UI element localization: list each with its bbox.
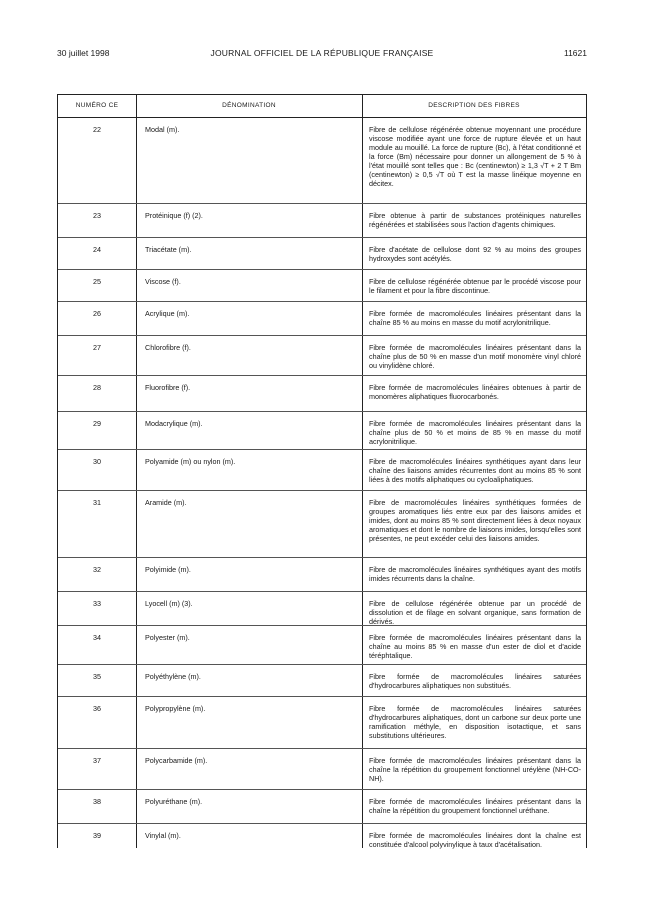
row-description: Fibre formée de macromolécules linéaires présentant dans la chaîne au moins 85 % en masse d'un ester de diol et d'acide téréphtalique. <box>369 633 581 660</box>
row-description: Fibre formée de macromolécules linéaires saturées d'hydrocarbures aliphatiques, dont un carbone sur deux porte une ramification méthyle, en disposition isotactique, et sans substitutions ultérieures. <box>369 704 581 740</box>
table-row <box>58 789 586 824</box>
row-number: 25 <box>93 277 101 286</box>
row-name: Fluorofibre (f). <box>145 383 191 392</box>
row-name: Polyuréthane (m). <box>145 797 203 806</box>
table-row <box>58 237 586 270</box>
table-row <box>58 823 586 849</box>
row-number: 28 <box>93 383 101 392</box>
row-name: Polyimide (m). <box>145 565 191 574</box>
row-description: Fibre d'acétate de cellulose dont 92 % au moins des groupes hydroxydes sont acétylés. <box>369 245 581 263</box>
table-row <box>58 748 586 790</box>
row-number: 31 <box>93 498 101 507</box>
table-row <box>58 696 586 749</box>
row-number: 32 <box>93 565 101 574</box>
row-number: 22 <box>93 125 101 134</box>
table-row <box>58 411 586 450</box>
row-description: Fibre formée de macromolécules linéaires dont la chaîne est constituée d'alcool polyvinylique à taux d'acétalisation. <box>369 831 581 849</box>
row-name: Acrylique (m). <box>145 309 190 318</box>
table-header <box>58 95 586 118</box>
row-name: Polyéthylène (m). <box>145 672 201 681</box>
table-row <box>58 591 586 626</box>
row-description: Fibre formée de macromolécules linéaires présentant dans la chaîne la répétition du groupement fonctionnel uréthane. <box>369 797 581 815</box>
row-number: 26 <box>93 309 101 318</box>
row-description: Fibre formée de macromolécules linéaires présentant dans la chaîne plus de 50 % en masse d'un motif monomère vinyl chloré ou vinylidène chloré. <box>369 343 581 370</box>
row-number: 36 <box>93 704 101 713</box>
row-description: Fibre de cellulose régénérée obtenue par un procédé de dissolution et de filage en solvant organique, sans formation de dérivés. <box>369 599 581 626</box>
row-description: Fibre de macromolécules linéaires synthétiques formées de groupes aromatiques liés entre eux par des liaisons amides et imides, dont au moins 85 % sont directement liées à deux noyaux aromatiques et dont le nombre de liaisons imides, lorsqu'elles sont présentes, ne peut excéder celui des liaisons amides. <box>369 498 581 543</box>
table-row <box>58 490 586 558</box>
row-description: Fibre de macromolécules linéaires synthétiques ayant des motifs imides récurrents dans la chaîne. <box>369 565 581 583</box>
table-row <box>58 203 586 238</box>
row-description: Fibre de macromolécules linéaires synthétiques ayant dans leur chaîne des liaisons amides récurrentes dont au moins 85 % sont liées à des motifs aliphatiques ou cycloaliphatiques. <box>369 457 581 484</box>
row-description: Fibre formée de macromolécules linéaires présentant dans la chaîne plus de 50 % et moins de 85 % en masse du motif acrylonitrilique. <box>369 419 581 446</box>
row-description: Fibre de cellulose régénérée obtenue moyennant une procédure viscose modifiée ayant une force de rupture élevée et un haut module au mouillé. La force de rupture (Bc), à l'état conditionné et la force (Bm) nécessaire pour donner un allongement de 5 % à l'état mouillé sont telles que : Bc (centinewton) ≥ 1,3 √T + 2 T Bm (centinewton) ≥ 0,5 √T où T est la masse linéique moyenne en décitex. <box>369 125 581 188</box>
row-name: Viscose (f). <box>145 277 181 286</box>
row-name: Modal (m). <box>145 125 180 134</box>
row-number: 27 <box>93 343 101 352</box>
column-header-name: DÉNOMINATION <box>222 102 276 109</box>
row-name: Lyocell (m) (3). <box>145 599 193 608</box>
row-description: Fibre formée de macromolécules linéaires présentant dans la chaîne 85 % au moins en masse du motif acrylonitrilique. <box>369 309 581 327</box>
fibres-table <box>57 94 587 848</box>
row-name: Aramide (m). <box>145 498 187 507</box>
row-number: 38 <box>93 797 101 806</box>
row-number: 37 <box>93 756 101 765</box>
row-name: Vinylal (m). <box>145 831 181 840</box>
header-journal-title: JOURNAL OFFICIEL DE LA RÉPUBLIQUE FRANÇAISE <box>210 48 434 58</box>
header-date: 30 juillet 1998 <box>57 48 110 58</box>
table-row <box>58 301 586 336</box>
table-row <box>58 664 586 697</box>
table-row <box>58 269 586 302</box>
row-name: Polypropylène (m). <box>145 704 206 713</box>
table-row <box>58 117 586 204</box>
row-number: 29 <box>93 419 101 428</box>
page-header <box>57 48 587 62</box>
row-name: Triacétate (m). <box>145 245 192 254</box>
row-description: Fibre formée de macromolécules linéaires présentant dans la chaîne la répétition du groupement fonctionnel uréylène (NH-CO-NH). <box>369 756 581 783</box>
row-number: 24 <box>93 245 101 254</box>
table-row <box>58 449 586 491</box>
column-header-number: NUMÉRO CE <box>75 102 119 109</box>
row-name: Polyester (m). <box>145 633 190 642</box>
row-name: Polyamide (m) ou nylon (m). <box>145 457 236 466</box>
row-number: 34 <box>93 633 101 642</box>
header-page-number: 11621 <box>563 48 587 58</box>
row-name: Modacrylique (m). <box>145 419 203 428</box>
row-number: 39 <box>93 831 101 840</box>
row-description: Fibre formée de macromolécules linéaires obtenues à partir de monomères aliphatiques fluorocarbonés. <box>369 383 581 401</box>
row-description: Fibre obtenue à partir de substances protéiniques naturelles régénérées et stabilisées sous l'action d'agents chimiques. <box>369 211 581 229</box>
row-name: Protéinique (f) (2). <box>145 211 203 220</box>
row-description: Fibre de cellulose régénérée obtenue par le procédé viscose pour le filament et pour la fibre discontinue. <box>369 277 581 295</box>
row-number: 33 <box>93 599 101 608</box>
table-row <box>58 375 586 412</box>
row-number: 30 <box>93 457 101 466</box>
row-number: 35 <box>93 672 101 681</box>
row-description: Fibre formée de macromolécules linéaires saturées d'hydrocarbures aliphatiques non substitués. <box>369 672 581 690</box>
table-row <box>58 557 586 592</box>
row-name: Polycarbamide (m). <box>145 756 208 765</box>
row-number: 23 <box>93 211 101 220</box>
column-header-description: DESCRIPTION DES FIBRES <box>428 102 520 109</box>
table-row <box>58 335 586 376</box>
table-row <box>58 625 586 665</box>
row-name: Chlorofibre (f). <box>145 343 191 352</box>
